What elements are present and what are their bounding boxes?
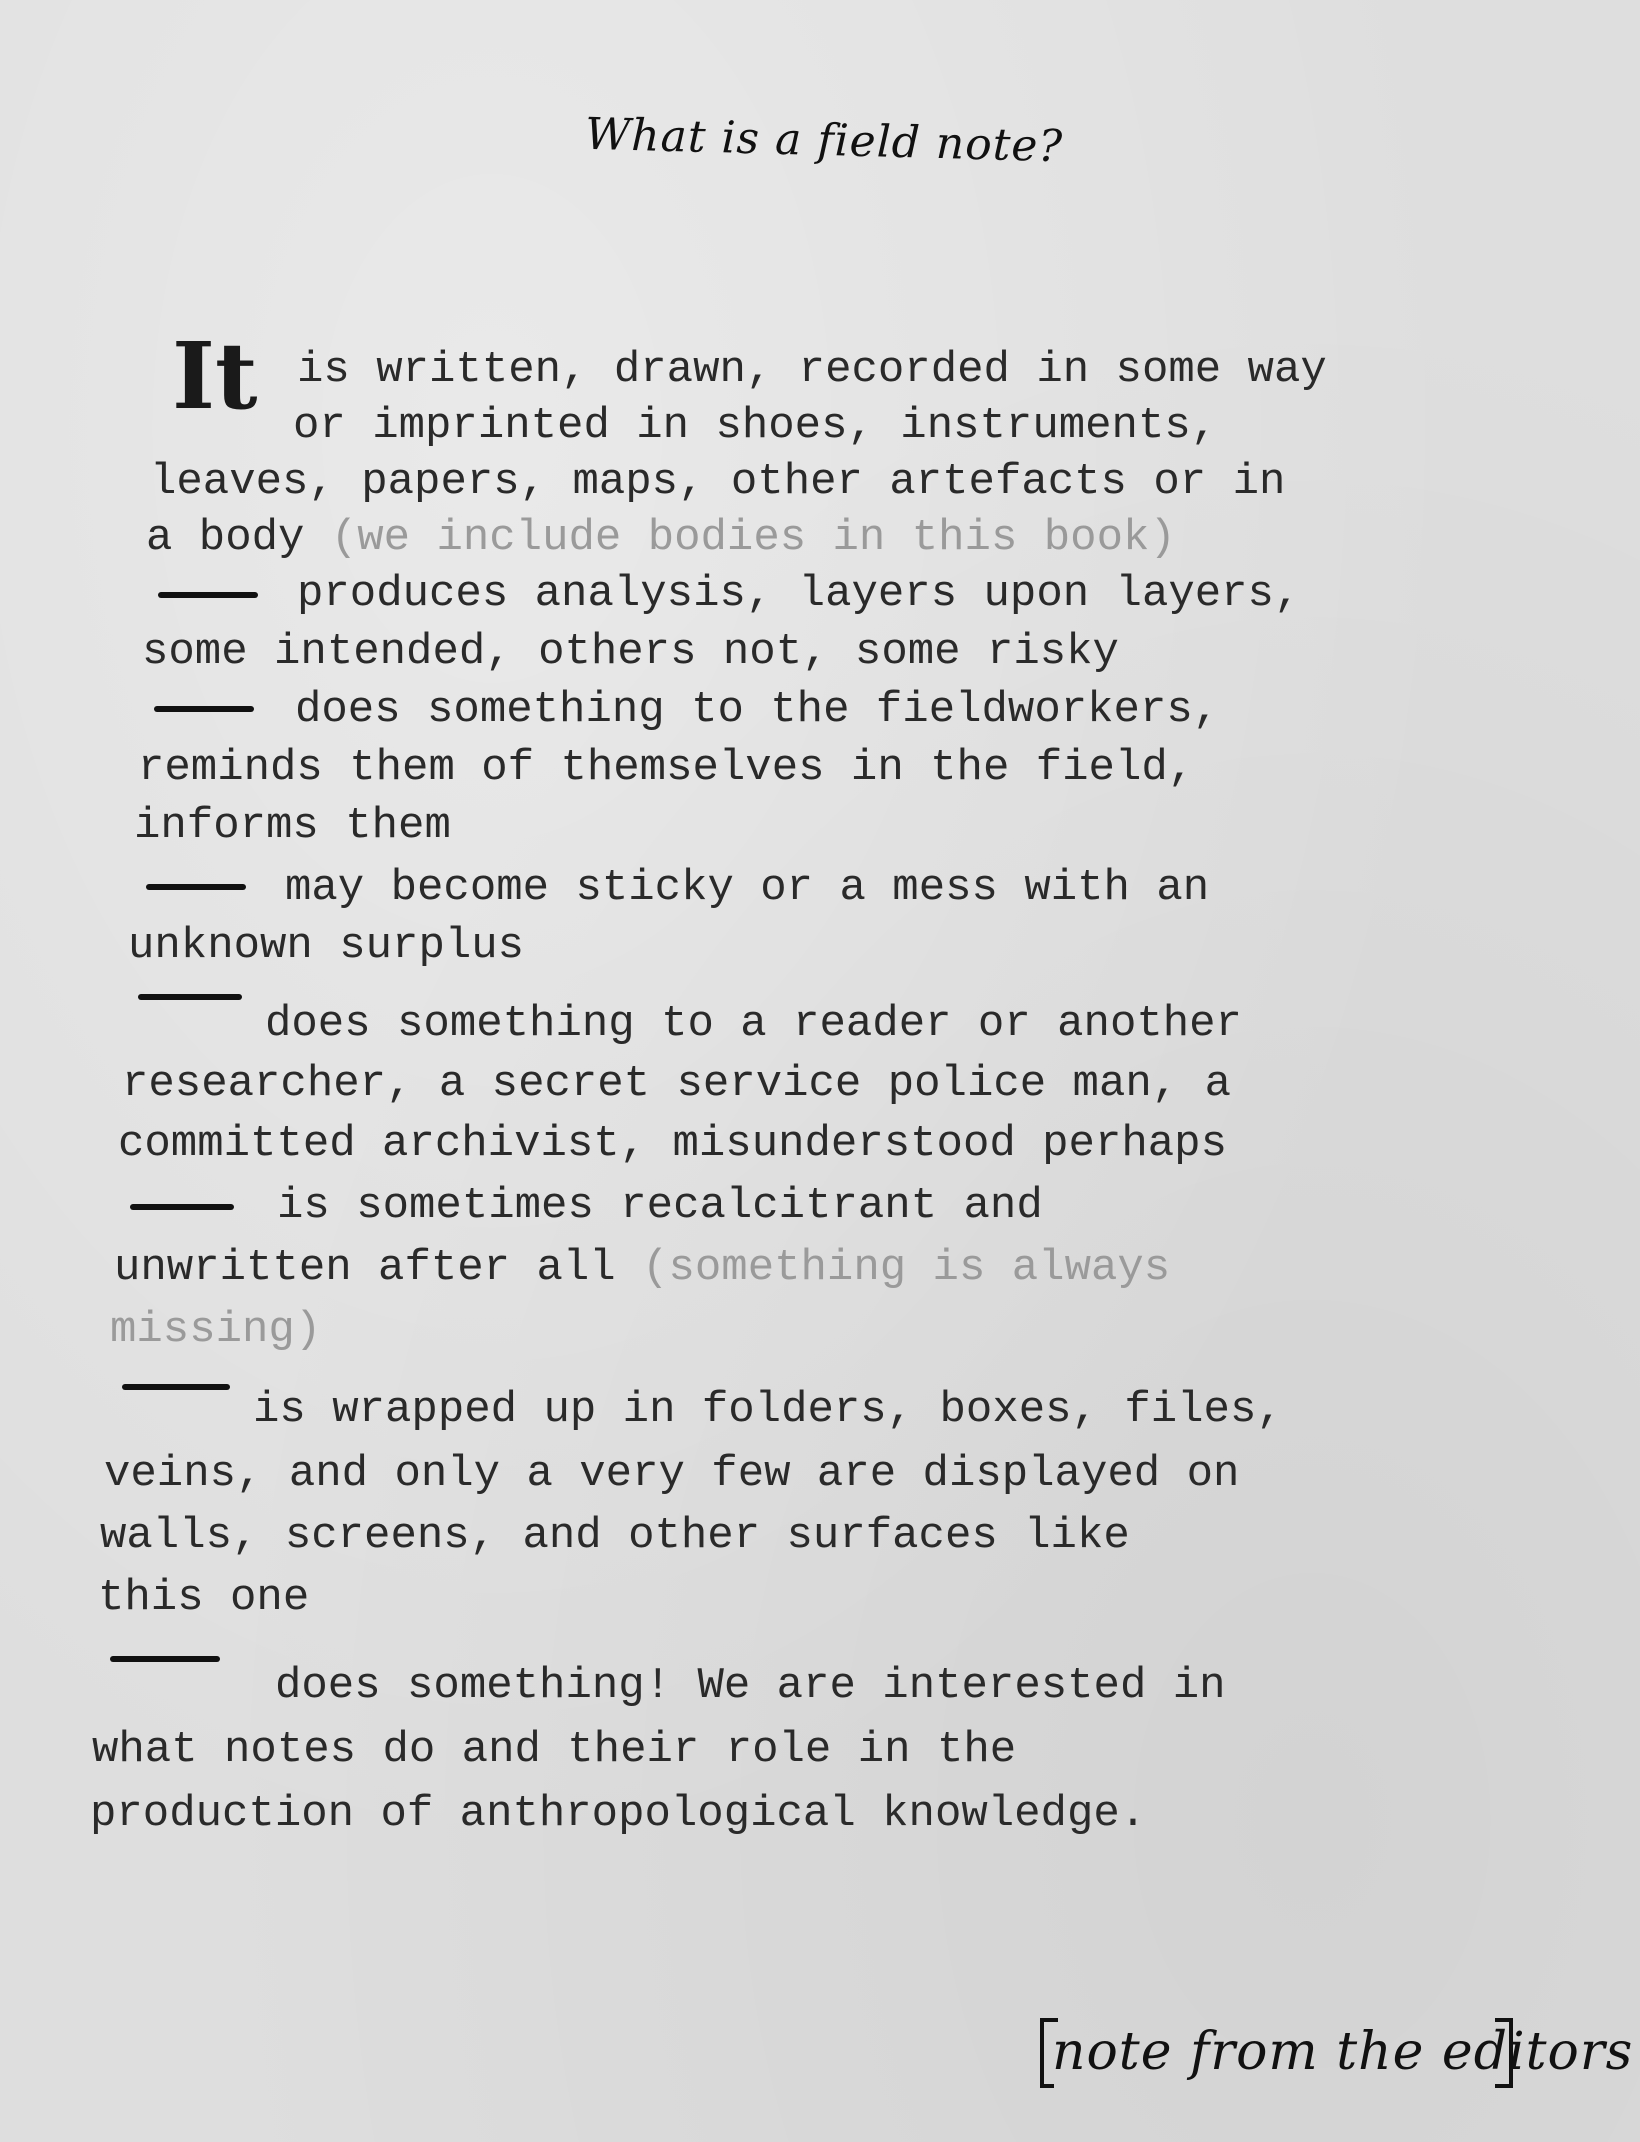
text-line: produces analysis, layers upon layers, xyxy=(297,569,1301,619)
text-line: is sometimes recalcitrant and xyxy=(277,1181,1043,1231)
text-line: does something! We are interested in xyxy=(275,1661,1226,1711)
text-line: or imprinted in shoes, instruments, xyxy=(293,401,1218,451)
text-line: leaves, papers, maps, other artefacts or in xyxy=(150,457,1286,507)
em-dash xyxy=(138,994,242,1000)
text-line: what notes do and their role in the xyxy=(92,1725,1017,1775)
text-line: is written, drawn, recorded in some way xyxy=(297,345,1327,395)
text-line: a body (we include bodies in this book) xyxy=(146,513,1176,563)
text-line: does something to a reader or another xyxy=(265,999,1242,1049)
em-dash xyxy=(158,592,258,598)
em-dash xyxy=(122,1384,230,1390)
em-dash xyxy=(146,884,246,890)
text-line: may become sticky or a mess with an xyxy=(285,863,1210,913)
text-line: missing) xyxy=(110,1305,322,1355)
text-line: committed archivist, misunderstood perhaps xyxy=(118,1119,1227,1169)
text-line: some intended, others not, some risky xyxy=(142,627,1119,677)
text-line: veins, and only a very few are displayed on xyxy=(104,1449,1240,1499)
editors-signature: note from the editors xyxy=(1052,2022,1634,2082)
bracket-mark xyxy=(1040,2084,1054,2088)
text-line: is wrapped up in folders, boxes, files, xyxy=(253,1385,1283,1435)
text-line: unknown surplus xyxy=(128,921,525,971)
em-dash xyxy=(110,1656,220,1662)
bracket-mark xyxy=(1495,2084,1509,2088)
text-line: production of anthropological knowledge. xyxy=(90,1789,1147,1839)
text-line: researcher, a secret service police man, a xyxy=(122,1059,1231,1109)
text-line: this one xyxy=(98,1573,310,1623)
page-title: What is a field note? xyxy=(584,108,1064,173)
drop-cap: It xyxy=(172,322,258,430)
em-dash xyxy=(130,1204,234,1210)
em-dash xyxy=(154,706,254,712)
text-line: unwritten after all (something is always xyxy=(114,1243,1171,1293)
text-line: informs them xyxy=(134,801,451,851)
text-line: walls, screens, and other surfaces like xyxy=(100,1511,1130,1561)
text-line: reminds them of themselves in the field, xyxy=(138,743,1195,793)
text-line: does something to the fieldworkers, xyxy=(295,685,1220,735)
